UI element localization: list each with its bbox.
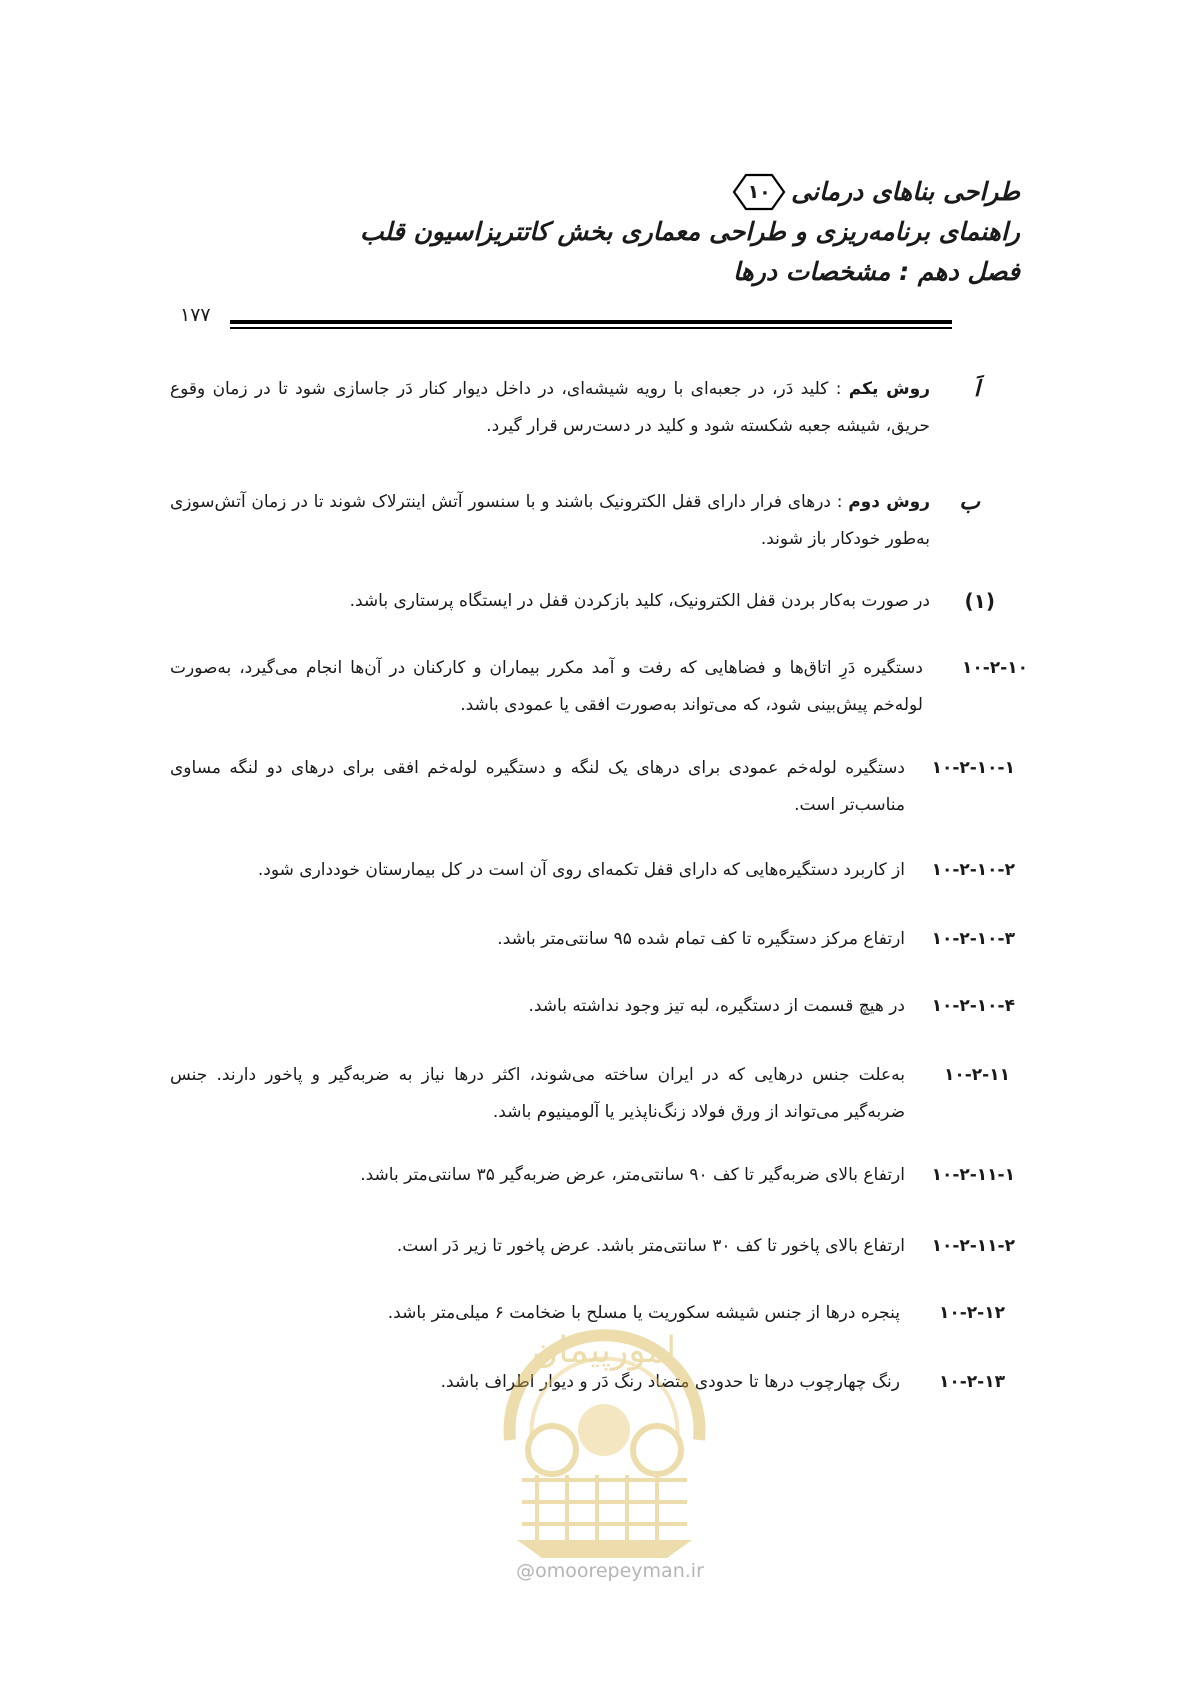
section-10-2-10-1 — [170, 750, 1015, 824]
section-label: ۱۰-۲-۱۱-۲ — [931, 1236, 1015, 1256]
header-chapter-title: فصل دهم : مشخصات درها — [733, 257, 1020, 286]
page-number: ۱۷۷ — [180, 304, 211, 326]
section-text: از کاربرد دستگیره‌هایی که دارای قفل تکمه‌ای روی آن است در کل بیمارستان خودداری شود. — [257, 860, 905, 880]
section-text: : درهای فرار دارای قفل الکترونیک باشند و با سنسور آتش اینترلاک شوند تا در زمان آتش‌سوزی به‌طور خودکار باز شوند. — [170, 492, 930, 549]
section-text: رنگ چهارچوب درها تا حدودی متضاد رنگ دَر و دیوار اطراف باشد. — [440, 1372, 900, 1392]
section-10-2-11-2 — [170, 1228, 1015, 1265]
volume-badge — [731, 172, 787, 212]
watermark-url: @omoorepeyman.ir — [516, 1560, 704, 1582]
section-10-2-10-4 — [170, 988, 1015, 1025]
section-text: در صورت به‌کار بردن قفل الکترونیک، کلید بازکردن قفل در ایستگاه پرستاری باشد. — [349, 591, 930, 611]
section-label: ۱۰-۲-۱۱-۱ — [931, 1165, 1015, 1185]
section-text: دستگیره دَرِ اتاق‌ها و فضاهایی که رفت و آمد مکرر بیماران و کارکنان در آن‌ها انجام می‌گیرد، به‌صورت لوله‌خم پیش‌بینی شود، که می‌تواند به‌صورت افقی یا عمودی باشد. — [170, 658, 923, 715]
section-10-2-10 — [170, 650, 1028, 724]
header-line-1 — [230, 172, 1020, 212]
section-10-2-10-2 — [170, 852, 1015, 889]
header-line-2: راهنمای برنامه‌ریزی و طراحی معماری بخش کاتتریزاسیون قلب — [359, 217, 1020, 246]
section-label: ۱۰-۲-۱۰-۴ — [931, 996, 1015, 1016]
section-text: : کلید دَر، در جعبه‌ای با رویه شیشه‌ای، در داخل دیوار کنار دَر جاسازی شود تا در زمان وقوع حریق، شیشه جعبه شکسته شود و کلید در دست‌رس قرار گیرد. — [170, 379, 930, 436]
section-label: ۱۰-۲-۱۲ — [939, 1303, 1005, 1323]
section-text: دستگیره لوله‌خم عمودی برای درهای یک لنگه و دستگیره لوله‌خم افقی برای درهای دو لنگه مساوی مناسب‌تر است. — [170, 758, 905, 815]
section-label: ۱۰-۲-۱۰ — [962, 658, 1028, 678]
section-text: ارتفاع بالای ضربه‌گیر تا کف ۹۰ سانتی‌متر، عرض ضربه‌گیر ۳۵ سانتی‌متر باشد. — [360, 1165, 905, 1185]
header-book-title: طراحی بناهای درمانی — [791, 177, 1020, 206]
volume-number: ۱۰ — [747, 181, 771, 203]
page-header — [230, 172, 1020, 292]
section-10-2-11-1 — [170, 1157, 1015, 1194]
section-text: پنجره درها از جنس شیشه سکوریت یا مسلح با ضخامت ۶ میلی‌متر باشد. — [387, 1303, 900, 1323]
section-bold-term: روش دوم — [848, 492, 931, 512]
watermark-logo-text: امورپیمان — [531, 1330, 677, 1371]
section-label: ۱۰-۲-۱۰-۳ — [931, 929, 1015, 949]
section-bold-term: روش یکم — [848, 379, 930, 399]
section-text: ارتفاع بالای پاخور تا کف ۳۰ سانتی‌متر باشد. عرض پاخور تا زیر دَر است. — [396, 1236, 905, 1256]
section-method-2 — [170, 484, 980, 558]
section-label: ۱۰-۲-۱۱ — [944, 1065, 1010, 1085]
section-label: (۱) — [964, 589, 995, 613]
section-label: ۱۰-۲-۱۰-۱ — [931, 758, 1015, 778]
section-note-1 — [170, 583, 995, 620]
section-text: در هیچ قسمت از دستگیره، لبه تیز وجود نداشته باشد. — [528, 996, 905, 1016]
section-label: اَ — [973, 377, 980, 402]
section-label: ب — [959, 490, 980, 515]
header-rule — [230, 320, 952, 329]
section-text: به‌علت جنس درهایی که در ایران ساخته می‌شوند، اکثر درها نیاز به ضربه‌گیر و پاخور دارند. جنس ضربه‌گیر می‌تواند از ورق فولاد زنگ‌ناپذیر یا آلومینیوم باشد. — [170, 1065, 905, 1122]
section-10-2-10-3 — [170, 921, 1015, 958]
section-label: ۱۰-۲-۱۰-۲ — [931, 860, 1015, 880]
section-label: ۱۰-۲-۱۳ — [939, 1372, 1005, 1392]
section-10-2-11 — [170, 1057, 1010, 1131]
section-method-1 — [170, 371, 980, 445]
watermark-logo-icon — [492, 1290, 717, 1560]
section-text: ارتفاع مرکز دستگیره تا کف تمام شده ۹۵ سانتی‌متر باشد. — [497, 929, 905, 949]
